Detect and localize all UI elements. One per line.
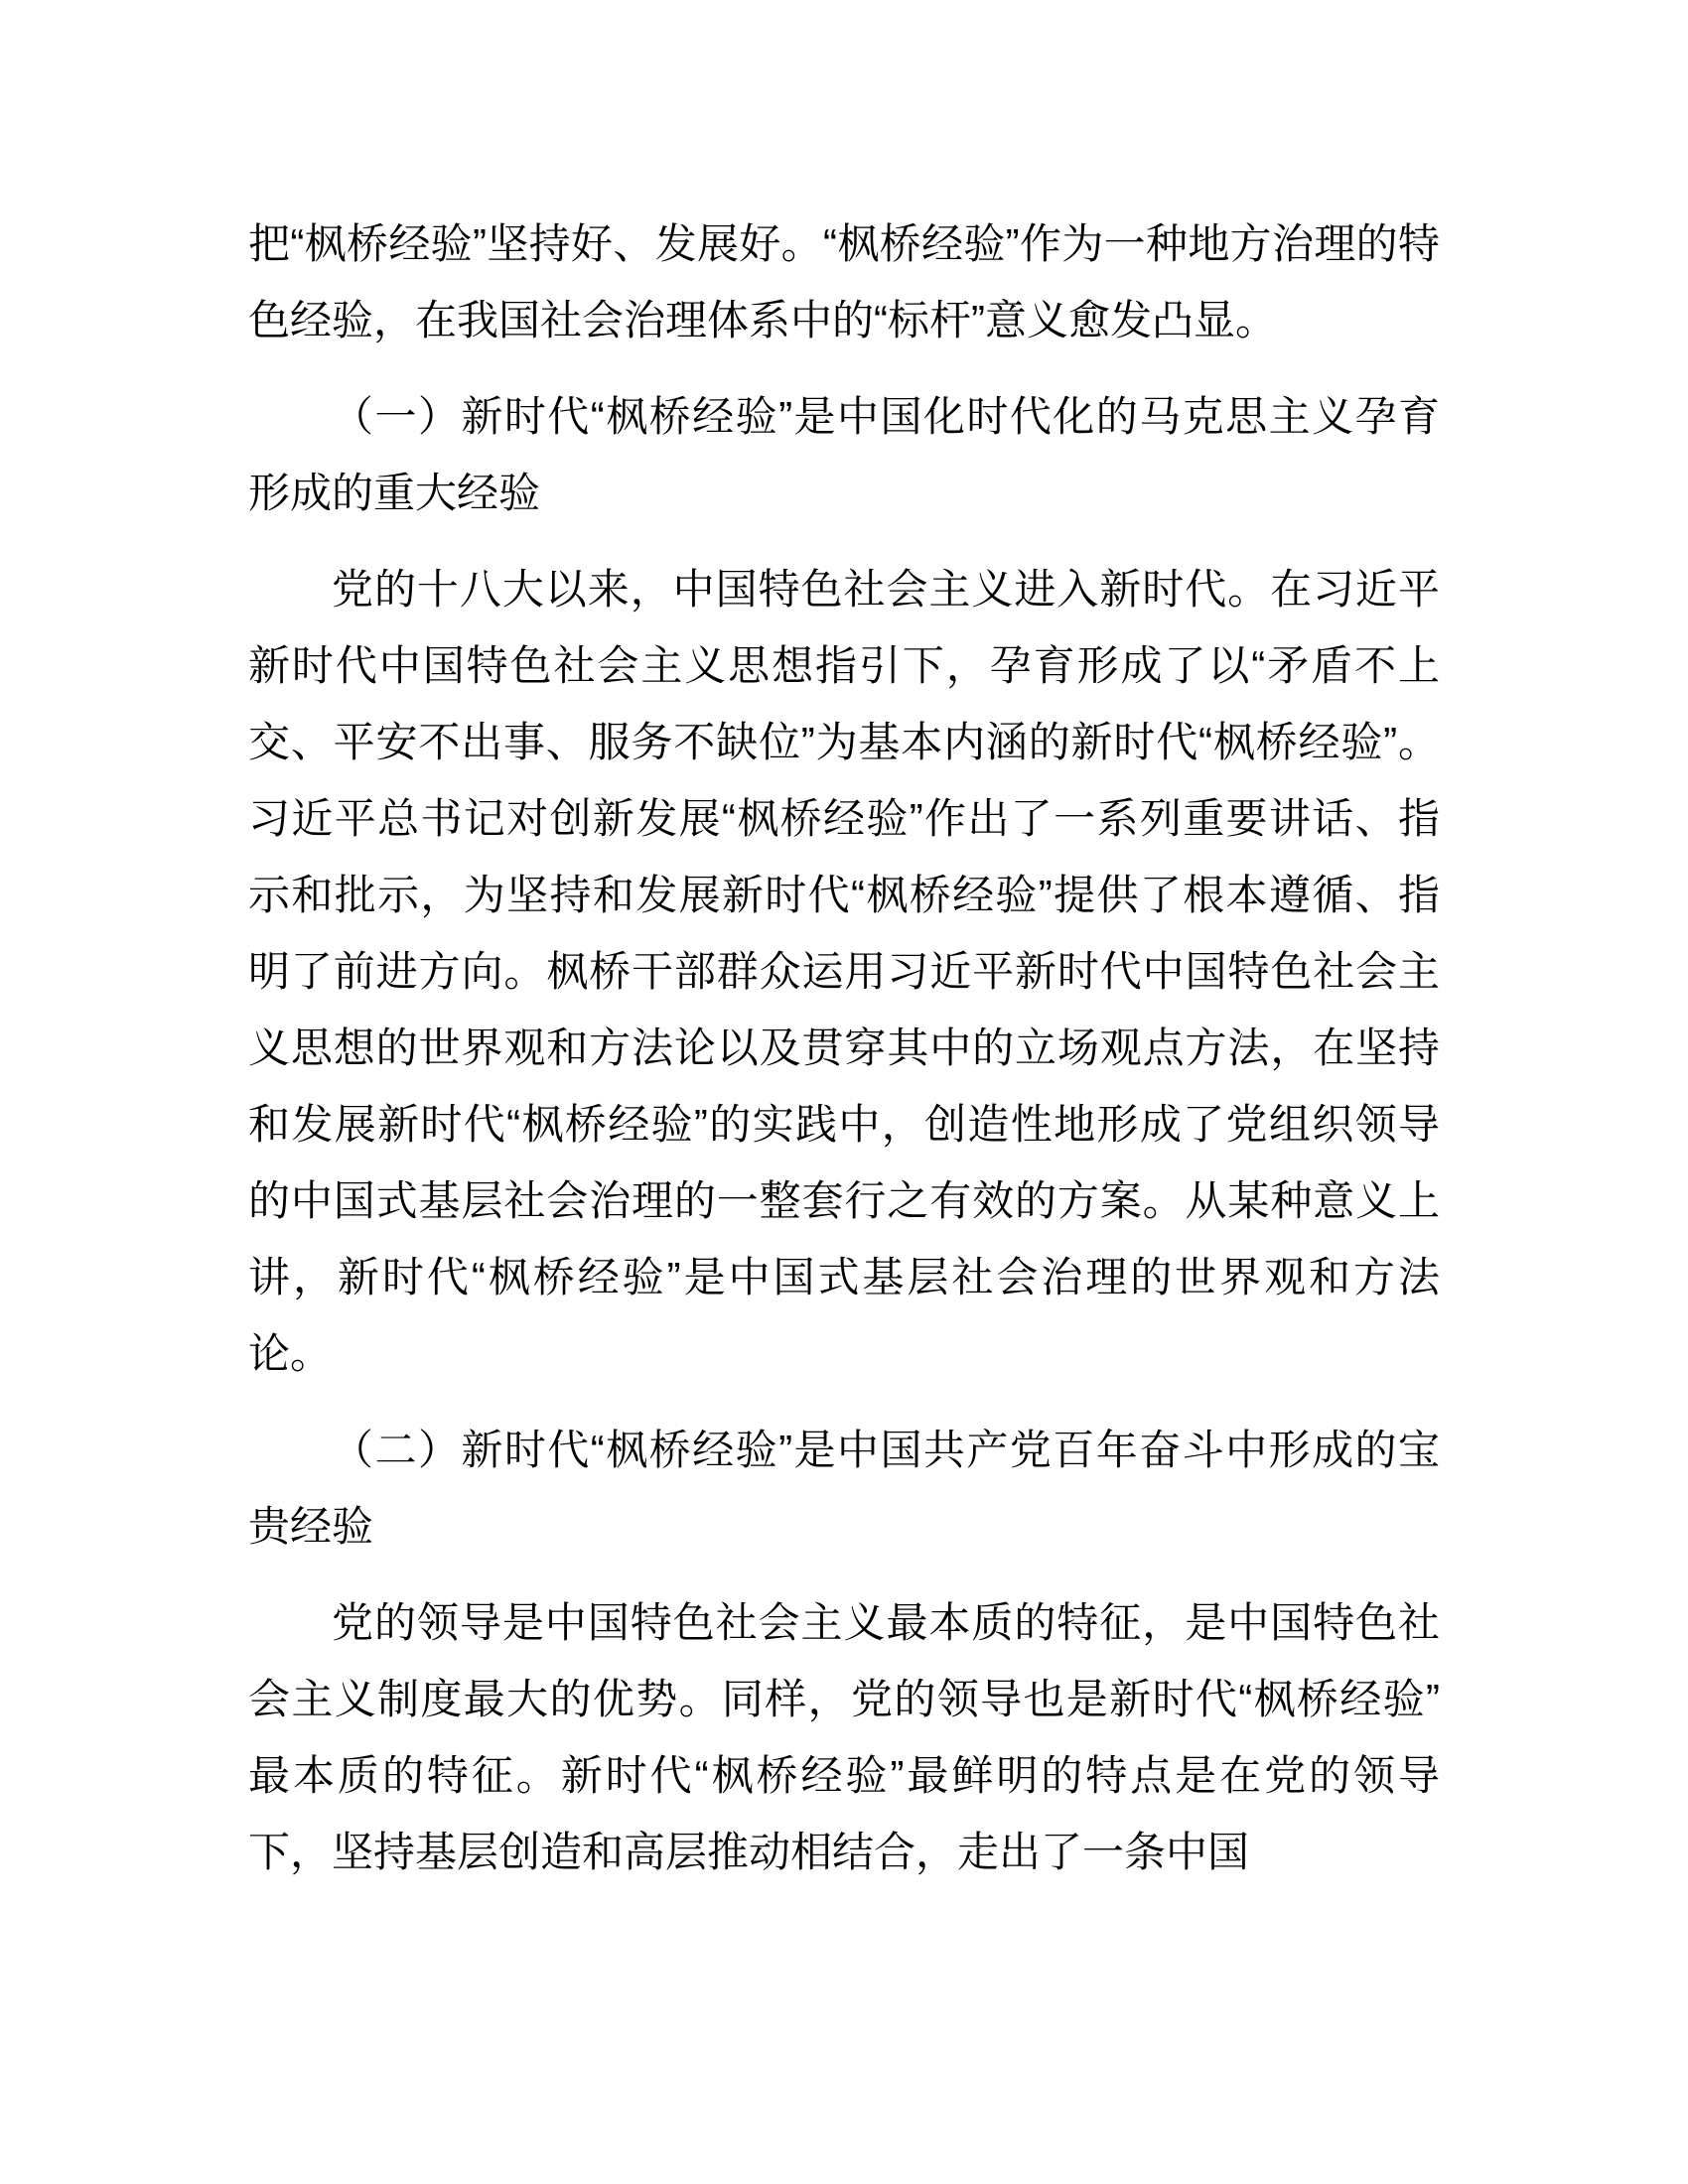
body-paragraph: 把“枫桥经验”坚持好、发展好。“枫桥经验”作为一种地方治理的特色经验，在我国社会治理体系中的“标杆”意义愈发凸显。 bbox=[248, 220, 1440, 343]
document-body bbox=[248, 205, 1440, 1910]
section-heading: （二）新时代“枫桥经验”是中国共产党百年奋斗中形成的宝贵经验 bbox=[248, 1427, 1440, 1550]
body-paragraph: 党的十八大以来，中国特色社会主义进入新时代。在习近平新时代中国特色社会主义思想指引下，孕育形成了以“矛盾不上交、平安不出事、服务不缺位”为基本内涵的新时代“枫桥经验”。习近平总书记对创新发展“枫桥经验”作出了一系列重要讲话、指示和批示，为坚持和发展新时代“枫桥经验”提供了根本遵循、指明了前进方向。枫桥干部群众运用习近平新时代中国特色社会主义思想的世界观和方法论以及贯穿其中的立场观点方法，在坚持和发展新时代“枫桥经验”的实践中，创造性地形成了党组织领导的中国式基层社会治理的一整套行之有效的方案。从某种意义上讲，新时代“枫桥经验”是中国式基层社会治理的世界观和方法论。 bbox=[248, 566, 1440, 1377]
body-paragraph: 党的领导是中国特色社会主义最本质的特征，是中国特色社会主义制度最大的优势。同样，党的领导也是新时代“枫桥经验”最本质的特征。新时代“枫桥经验”最鲜明的特点是在党的领导下，坚持基层创造和高层推动相结合，走出了一条中国 bbox=[248, 1599, 1440, 1875]
section-heading: （一）新时代“枫桥经验”是中国化时代化的马克思主义孕育形成的重大经验 bbox=[248, 393, 1440, 516]
